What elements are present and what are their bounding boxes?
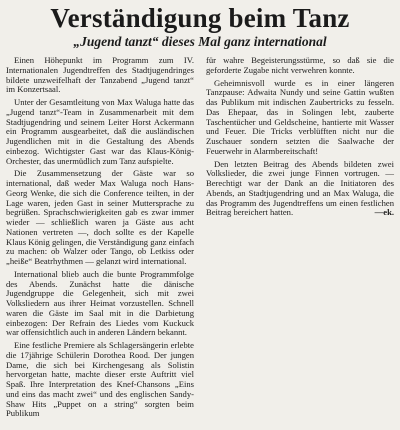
paragraph-finale-text: Den letzten Beitrag des Abends bildeten zwei Volkslieder, die zwei junge Finnen vortrugen. — Berechtigt war der Dank an die Initiatoren des Abends, an Stadtjugendring und an Max Waluga, die das Programm des Jugendtreffens um einen festlichen Beitrag bereichert hatten. [206, 158, 394, 218]
subheadline: „Jugend tanzt“ dieses Mal ganz international [73, 34, 327, 49]
paragraph-premiere: Eine festliche Premiere als Schlagersängerin erlebte die 17jährige Schülerin Dorothea Rood. Der jungen Dame, die sich bei Kirchengesang als Solistin hervorgetan hatte, machte dieser erste Auftritt viel Spaß. Ihre Interpretation des Knef-Chansons „Eins und eins das macht zwei“ und des englischen Sandy-Shaw Hits „Puppet on a string“ sorgten beim Publikum [6, 340, 194, 419]
paragraph-programme: International blieb auch die bunte Programmfolge des Abends. Zunächst hatte die dänische Jugendgruppe die Gelegenheit, sich mit zwei Volksliedern aus ihrer Heimat vorzustellen. Schnell waren die Gäste im Saal mit in die Darbietung einbezogen: Der Refrain des Liedes vom Kuckuck war offensichtlich auch in anderen Ländern bekannt. [6, 268, 194, 338]
paragraph-guests: Die Zusammensetzung der Gäste war so international, daß weder Max Waluga noch Hans-Georg Wenke, die sich die Conference teilten, in der Lage waren, jeden Gast in seiner Muttersprache zu begrüßen. Sprachschwierigkeiten gab es zwar immer wieder — schließlich waren ja Gäste aus acht Nationen vertreten —, doch sollte es der Kapelle Klaus König gelingen, die Verständigung ganz einfach zu machen: ob Walzer oder Tango, ob Letkiss oder „heiße“ Beatrhythmen — gelanzt wird international. [6, 168, 194, 266]
paragraph-continuation: für wahre Begeisterungsstürme, so daß sie die geforderte Zugabe nicht verwehren konnte. [206, 55, 394, 75]
article-body [6, 56, 394, 422]
author-signature: —ek. [374, 207, 394, 218]
paragraph-organisation: Unter der Gesamtleitung von Max Waluga hatte das „Jugend tanzt“-Team in Zusammenarbeit mit dem Stadtjugendring und seinem Leiter Horst Ackermann ein Programm ausgearbeitet, daß die ausländischen Jugendlichen mit in die Gestaltung des Abends einbezog. Wichtigster Gast war das Klaus-König-Orchester, das unermüdlich zum Tanz aufspielte. [6, 97, 194, 166]
paragraph-intro: Einen Höhepunkt im Programm zum IV. Internationalen Jugendtreffen des Stadtjugendringes bildete unzweifelhaft der Tanzabend „Jugend tanzt“ im Konzertsaal. [6, 55, 194, 95]
paragraph-finale [206, 160, 394, 219]
left-column [6, 56, 194, 422]
paragraph-magic: Geheimnisvoll wurde es in einer längeren Tanzpause: Adwaita Nundy und seine Gattin wußten das Publikum mit indischen Zaubertricks zu fesseln. Das Ehepaar, das in Solingen lebt, zauberte Taschentücher und Geldscheine, hantierte mit Wasser und Feuer. Die Tricks verblüfften nicht nur die Zuschauer sondern setzten die Saalwache der Feuerwehr in Alarmbereitschaft! [206, 77, 394, 156]
headline: Verständigung beim Tanz [50, 3, 350, 33]
right-column [206, 56, 394, 422]
